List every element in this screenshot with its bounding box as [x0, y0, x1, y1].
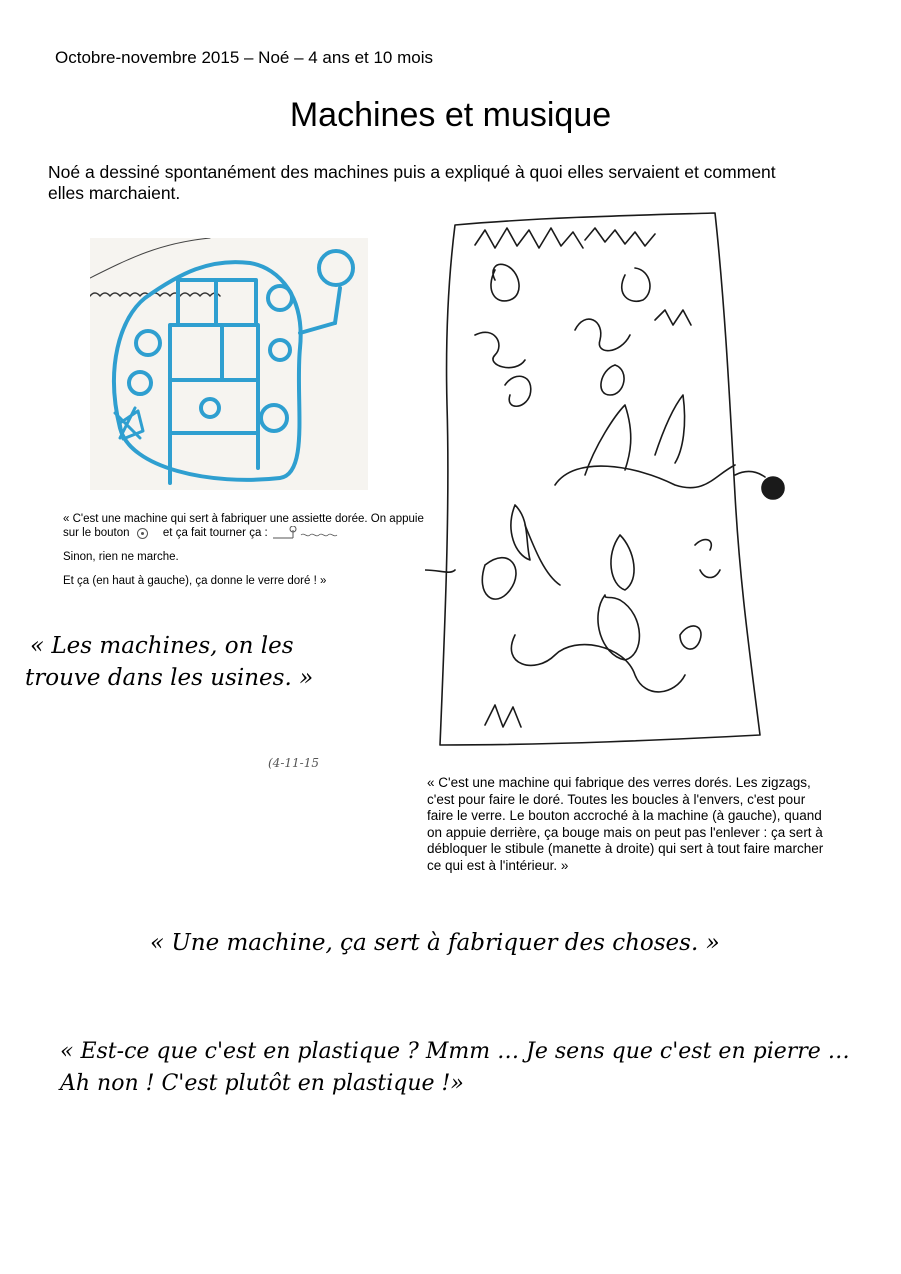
pen-machine-drawing	[425, 205, 845, 755]
caption-left-line2: Sinon, rien ne marche.	[63, 551, 179, 564]
caption-left-line1b: et ça fait tourner ça :	[162, 527, 268, 540]
page-header: Octobre-novembre 2015 – Noé – 4 ans et 10 mois	[55, 48, 433, 67]
intro-paragraph: Noé a dessiné spontanément des machines puis a expliqué à quoi elles servaient et comment elles marchaient.	[48, 162, 776, 203]
caption-left-line1	[63, 512, 433, 540]
caption-left-line3: Et ça (en haut à gauche), ça donne le verre doré ! »	[63, 575, 327, 588]
page-title: Machines et musique	[289, 96, 612, 134]
blue-machine-drawing	[90, 238, 368, 490]
quote-usines	[25, 630, 385, 694]
handwritten-date: (4-11-15	[268, 756, 319, 770]
caption-left-line1a: « C'est une machine qui sert à fabriquer une assiette dorée. On appuie sur le bouton	[63, 513, 424, 540]
button-sketch-icon	[137, 528, 148, 539]
quote-usines-line2: trouve dans les usines. »	[25, 665, 314, 691]
caption-left	[63, 512, 433, 598]
quote-plastique: « Est-ce que c'est en plastique ? Mmm … Je sens que c'est en pierre … Ah non ! C'est plutôt en plastique !»	[60, 1039, 850, 1096]
caption-right: « C'est une machine qui fabrique des verres dorés. Les zigzags, c'est pour faire le doré. Toutes les boucles à l'envers, c'est pour faire le verre. Le bouton accroché à la machine (à gauche), quand on appuie derrière, ça bouge mais on peut pas l'enlever : ça sert à débloquer le stibule (manette à droite) qui sert à tout faire marcher ce qui est à l'intérieur. »	[427, 775, 824, 873]
quote-usines-line1: « Les machines, on les	[30, 633, 294, 659]
crank-sketch-icon	[271, 526, 341, 540]
quote-fabriquer: « Une machine, ça sert à fabriquer des choses. »	[150, 930, 720, 956]
